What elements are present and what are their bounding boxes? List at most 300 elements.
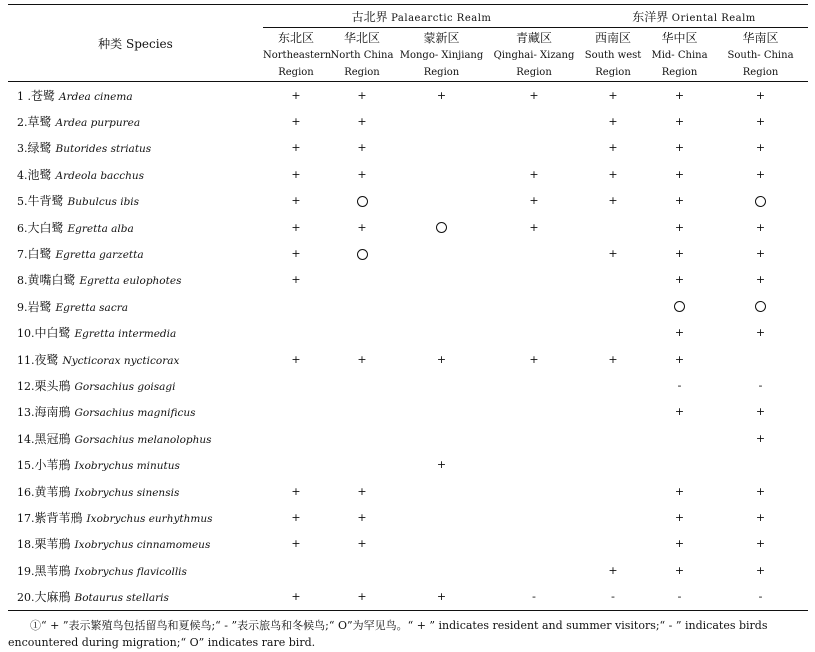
status-cell bbox=[329, 504, 395, 530]
resident-mark: + bbox=[608, 88, 618, 102]
status-cell bbox=[395, 478, 488, 504]
resident-mark: + bbox=[291, 484, 301, 498]
status-cell bbox=[646, 135, 713, 161]
status-cell bbox=[395, 82, 488, 109]
status-cell bbox=[713, 188, 808, 214]
species-cell bbox=[8, 478, 263, 504]
status-cell bbox=[263, 346, 329, 372]
species-name-latin: Egretta intermedia bbox=[74, 328, 177, 341]
row-number: 8. bbox=[17, 274, 28, 288]
status-cell bbox=[395, 267, 488, 293]
region-name-en: South west bbox=[584, 50, 642, 61]
species-name-latin: Egretta sacra bbox=[55, 301, 128, 314]
table-row bbox=[8, 108, 808, 134]
status-cell bbox=[713, 478, 808, 504]
species-cell bbox=[8, 108, 263, 134]
status-cell bbox=[713, 293, 808, 319]
species-cell bbox=[8, 583, 263, 610]
status-cell bbox=[713, 135, 808, 161]
status-cell bbox=[488, 346, 580, 372]
resident-mark: + bbox=[674, 537, 685, 551]
status-cell bbox=[713, 161, 808, 187]
row-number: 2. bbox=[17, 116, 28, 130]
region-name-en: South- China bbox=[727, 50, 794, 61]
row-number: 18. bbox=[17, 538, 35, 552]
status-cell bbox=[263, 451, 329, 477]
resident-mark: + bbox=[674, 273, 685, 287]
resident-mark: + bbox=[674, 352, 685, 366]
status-cell bbox=[713, 108, 808, 134]
resident-mark: + bbox=[436, 590, 447, 604]
status-cell bbox=[263, 240, 329, 266]
resident-mark: + bbox=[529, 88, 539, 102]
status-cell bbox=[395, 504, 488, 530]
resident-mark: + bbox=[674, 88, 685, 102]
status-cell bbox=[395, 108, 488, 134]
resident-mark: + bbox=[291, 537, 301, 551]
status-cell bbox=[488, 82, 580, 109]
resident-mark: + bbox=[674, 220, 685, 234]
status-cell bbox=[395, 214, 488, 240]
migrant-mark: - bbox=[758, 378, 763, 392]
status-cell bbox=[488, 451, 580, 477]
oriental-realm-header bbox=[580, 5, 808, 28]
species-cell bbox=[8, 293, 263, 319]
status-cell bbox=[580, 451, 646, 477]
species-name-cn: 紫背苇鳽 bbox=[34, 510, 83, 525]
resident-mark: + bbox=[357, 115, 367, 129]
status-cell bbox=[329, 135, 395, 161]
resident-mark: + bbox=[755, 115, 766, 129]
resident-mark: + bbox=[755, 167, 766, 181]
status-cell bbox=[263, 82, 329, 109]
resident-mark: + bbox=[291, 167, 301, 181]
status-cell bbox=[263, 214, 329, 240]
resident-mark: + bbox=[357, 352, 367, 366]
status-cell bbox=[263, 267, 329, 293]
status-cell bbox=[263, 135, 329, 161]
status-cell bbox=[263, 399, 329, 425]
species-name-cn: 白鹭 bbox=[27, 247, 52, 262]
status-cell bbox=[713, 583, 808, 610]
species-name-latin: Ardea cinema bbox=[59, 90, 133, 103]
status-cell bbox=[488, 320, 580, 346]
species-cell bbox=[8, 425, 263, 451]
status-cell bbox=[395, 161, 488, 187]
species-name-cn: 小苇鳽 bbox=[34, 458, 71, 473]
region-name-cn: 华中区 bbox=[661, 31, 698, 45]
table-row bbox=[8, 161, 808, 187]
resident-mark: + bbox=[291, 141, 301, 155]
species-cell bbox=[8, 188, 263, 214]
species-name-cn: 池鹭 bbox=[27, 167, 52, 182]
resident-mark: + bbox=[291, 247, 301, 261]
status-cell bbox=[580, 161, 646, 187]
resident-mark: + bbox=[436, 352, 447, 366]
resident-mark: + bbox=[755, 510, 766, 524]
oriental-cn: 东洋界 bbox=[632, 9, 669, 24]
row-number: 13. bbox=[17, 406, 35, 420]
status-cell bbox=[580, 320, 646, 346]
rare-bird-mark bbox=[755, 194, 766, 207]
status-cell bbox=[646, 504, 713, 530]
status-cell bbox=[395, 583, 488, 610]
status-cell bbox=[488, 108, 580, 134]
status-cell bbox=[329, 531, 395, 557]
status-cell bbox=[713, 399, 808, 425]
species-name-latin: Butorides striatus bbox=[55, 143, 152, 156]
region-header bbox=[580, 28, 646, 82]
status-cell bbox=[395, 372, 488, 398]
table-row bbox=[8, 135, 808, 161]
species-cell bbox=[8, 557, 263, 583]
species-cell bbox=[8, 504, 263, 530]
footnote bbox=[8, 617, 808, 651]
species-cell bbox=[8, 451, 263, 477]
resident-mark: + bbox=[608, 141, 618, 155]
status-cell bbox=[395, 320, 488, 346]
species-cell bbox=[8, 161, 263, 187]
resident-mark: + bbox=[755, 141, 766, 155]
species-cell bbox=[8, 240, 263, 266]
status-cell bbox=[395, 346, 488, 372]
status-cell bbox=[329, 293, 395, 319]
species-name-latin: Nycticorax nycticorax bbox=[62, 354, 180, 367]
circle-icon bbox=[755, 301, 766, 312]
resident-mark: + bbox=[291, 590, 301, 604]
species-cell bbox=[8, 135, 263, 161]
status-cell bbox=[646, 531, 713, 557]
species-name-cn: 草鹭 bbox=[27, 115, 52, 130]
status-cell bbox=[580, 346, 646, 372]
species-name-latin: Egretta alba bbox=[67, 222, 134, 235]
status-cell bbox=[329, 425, 395, 451]
table-row bbox=[8, 372, 808, 398]
resident-mark: + bbox=[291, 220, 301, 234]
status-cell bbox=[646, 188, 713, 214]
species-cell bbox=[8, 372, 263, 398]
status-cell bbox=[580, 267, 646, 293]
row-number: 16. bbox=[17, 485, 35, 499]
species-name-latin: Ixobrychus eurhythmus bbox=[86, 512, 213, 525]
row-number: 20. bbox=[17, 591, 35, 605]
row-number: 11. bbox=[17, 353, 35, 367]
resident-mark: + bbox=[291, 194, 301, 208]
status-cell bbox=[580, 504, 646, 530]
status-cell bbox=[329, 557, 395, 583]
status-cell bbox=[488, 372, 580, 398]
region-name-en: Qinghai- Xizang bbox=[493, 50, 575, 61]
region-name-en: Mongo- Xinjiang bbox=[399, 50, 484, 61]
status-cell bbox=[263, 583, 329, 610]
status-cell bbox=[395, 451, 488, 477]
species-name-cn: 大麻鳽 bbox=[34, 590, 71, 605]
status-cell bbox=[580, 240, 646, 266]
table-row bbox=[8, 399, 808, 425]
status-cell bbox=[713, 504, 808, 530]
status-cell bbox=[580, 478, 646, 504]
status-cell bbox=[580, 557, 646, 583]
species-name-cn: 黑冠鳽 bbox=[34, 431, 71, 446]
table-row bbox=[8, 557, 808, 583]
resident-mark: + bbox=[755, 326, 766, 340]
species-name-latin: Botaurus stellaris bbox=[74, 592, 169, 605]
species-name-latin: Ixobrychus cinnamomeus bbox=[74, 539, 211, 552]
status-cell bbox=[646, 293, 713, 319]
species-cell bbox=[8, 214, 263, 240]
status-cell bbox=[263, 161, 329, 187]
region-word: Region bbox=[423, 67, 460, 78]
status-cell bbox=[713, 425, 808, 451]
row-number: 14. bbox=[17, 432, 35, 446]
status-cell bbox=[713, 267, 808, 293]
row-number: 9. bbox=[17, 300, 28, 314]
status-cell bbox=[646, 214, 713, 240]
status-cell bbox=[580, 108, 646, 134]
status-cell bbox=[263, 293, 329, 319]
status-cell bbox=[395, 425, 488, 451]
status-cell bbox=[488, 478, 580, 504]
migrant-mark: - bbox=[532, 590, 536, 604]
status-cell bbox=[646, 425, 713, 451]
rare-bird-mark bbox=[755, 300, 766, 313]
resident-mark: + bbox=[674, 326, 685, 340]
status-cell bbox=[488, 557, 580, 583]
circle-icon bbox=[674, 301, 685, 312]
resident-mark: + bbox=[755, 563, 766, 577]
status-cell bbox=[646, 451, 713, 477]
resident-mark: + bbox=[674, 510, 685, 524]
region-header bbox=[713, 28, 808, 82]
status-cell bbox=[329, 478, 395, 504]
resident-mark: + bbox=[608, 352, 618, 366]
region-word: Region bbox=[516, 67, 552, 78]
status-cell bbox=[646, 399, 713, 425]
status-cell bbox=[488, 240, 580, 266]
region-header bbox=[395, 28, 488, 82]
resident-mark: + bbox=[291, 88, 301, 102]
status-cell bbox=[646, 240, 713, 266]
species-name-cn: 黄嘴白鹭 bbox=[27, 273, 76, 288]
resident-mark: + bbox=[529, 220, 539, 234]
species-cell bbox=[8, 82, 263, 109]
region-word: Region bbox=[661, 67, 698, 78]
status-cell bbox=[488, 135, 580, 161]
resident-mark: + bbox=[674, 194, 685, 208]
status-cell bbox=[488, 399, 580, 425]
species-name-cn: 黑苇鳽 bbox=[34, 563, 71, 578]
resident-mark: + bbox=[608, 563, 618, 577]
status-cell bbox=[263, 425, 329, 451]
species-name-latin: Gorsachius magnificus bbox=[74, 407, 196, 420]
status-cell bbox=[329, 451, 395, 477]
species-name-cn: 栗苇鳽 bbox=[34, 537, 71, 552]
status-cell bbox=[580, 583, 646, 610]
resident-mark: + bbox=[291, 273, 301, 287]
status-cell bbox=[395, 135, 488, 161]
status-cell bbox=[329, 188, 395, 214]
species-name-cn: 栗头鳽 bbox=[34, 378, 71, 393]
status-cell bbox=[263, 478, 329, 504]
resident-mark: + bbox=[608, 194, 618, 208]
region-word: Region bbox=[742, 67, 779, 78]
region-name-cn: 华南区 bbox=[742, 31, 779, 45]
status-cell bbox=[263, 320, 329, 346]
distribution-table bbox=[8, 4, 808, 611]
status-cell bbox=[263, 188, 329, 214]
resident-mark: + bbox=[357, 510, 367, 524]
resident-mark: + bbox=[529, 194, 539, 208]
table-row bbox=[8, 504, 808, 530]
status-cell bbox=[488, 161, 580, 187]
species-name-latin: Egretta eulophotes bbox=[79, 275, 182, 288]
row-number: 10. bbox=[17, 327, 35, 341]
status-cell bbox=[488, 293, 580, 319]
table-row bbox=[8, 267, 808, 293]
species-name-latin: Gorsachius melanolophus bbox=[74, 433, 212, 446]
palearctic-realm-header bbox=[263, 5, 580, 28]
resident-mark: + bbox=[608, 247, 618, 261]
status-cell bbox=[329, 267, 395, 293]
migrant-mark: - bbox=[677, 378, 682, 392]
region-header bbox=[488, 28, 580, 82]
status-cell bbox=[395, 557, 488, 583]
table-row bbox=[8, 82, 808, 109]
species-name-cn: 夜鹭 bbox=[34, 352, 59, 367]
species-name-cn: 岩鹭 bbox=[27, 299, 52, 314]
migrant-mark: - bbox=[677, 590, 682, 604]
species-name-cn: 大白鹭 bbox=[27, 220, 64, 235]
rare-bird-mark bbox=[357, 247, 368, 260]
table-row bbox=[8, 583, 808, 610]
resident-mark: + bbox=[674, 563, 685, 577]
resident-mark: + bbox=[755, 405, 766, 419]
footnote-line-2: encountered during migration;“ O” indicates rare bird. bbox=[8, 636, 316, 649]
species-column-header: 种类 Species bbox=[8, 5, 263, 82]
status-cell bbox=[646, 372, 713, 398]
resident-mark: + bbox=[357, 220, 367, 234]
status-cell bbox=[488, 425, 580, 451]
resident-mark: + bbox=[357, 141, 367, 155]
circle-icon bbox=[357, 196, 368, 207]
resident-mark: + bbox=[755, 273, 766, 287]
status-cell bbox=[395, 399, 488, 425]
row-number: 1 . bbox=[17, 89, 31, 103]
species-cell bbox=[8, 267, 263, 293]
resident-mark: + bbox=[755, 247, 766, 261]
resident-mark: + bbox=[291, 510, 301, 524]
row-number: 12. bbox=[17, 379, 35, 393]
circle-icon bbox=[357, 249, 368, 260]
resident-mark: + bbox=[529, 352, 539, 366]
status-cell bbox=[329, 240, 395, 266]
species-name-latin: Egretta garzetta bbox=[55, 249, 144, 262]
row-number: 15. bbox=[17, 459, 35, 473]
resident-mark: + bbox=[357, 484, 367, 498]
status-cell bbox=[488, 531, 580, 557]
region-name-cn: 东北区 bbox=[277, 31, 314, 45]
status-cell bbox=[329, 399, 395, 425]
resident-mark: + bbox=[608, 167, 618, 181]
resident-mark: + bbox=[755, 484, 766, 498]
status-cell bbox=[263, 531, 329, 557]
row-number: 4. bbox=[17, 168, 28, 182]
row-number: 5. bbox=[17, 195, 28, 209]
status-cell bbox=[713, 557, 808, 583]
migrant-mark: - bbox=[758, 590, 763, 604]
region-header bbox=[263, 28, 332, 82]
species-name-latin: Bubulcus ibis bbox=[67, 196, 140, 209]
species-name-latin: Ixobrychus flavicollis bbox=[74, 565, 187, 578]
resident-mark: + bbox=[357, 537, 367, 551]
resident-mark: + bbox=[674, 167, 685, 181]
region-name-en: Mid- China bbox=[651, 50, 708, 61]
status-cell bbox=[263, 372, 329, 398]
status-cell bbox=[488, 583, 580, 610]
species-name-cn: 中白鹭 bbox=[34, 326, 71, 341]
species-name-cn: 黄苇鳽 bbox=[34, 484, 71, 499]
status-cell bbox=[713, 346, 808, 372]
status-cell bbox=[646, 320, 713, 346]
region-name-en: Northeastern bbox=[263, 50, 332, 61]
species-name-latin: Gorsachius goisagi bbox=[74, 380, 176, 393]
status-cell bbox=[713, 240, 808, 266]
species-cell bbox=[8, 320, 263, 346]
region-word: Region bbox=[595, 67, 631, 78]
status-cell bbox=[580, 372, 646, 398]
status-cell bbox=[646, 267, 713, 293]
status-cell bbox=[329, 346, 395, 372]
region-word: Region bbox=[278, 67, 314, 78]
region-word: Region bbox=[344, 67, 380, 78]
circle-icon bbox=[755, 196, 766, 207]
row-number: 6. bbox=[17, 221, 28, 235]
rare-bird-mark bbox=[674, 300, 685, 313]
status-cell bbox=[580, 214, 646, 240]
status-cell bbox=[646, 583, 713, 610]
species-cell bbox=[8, 531, 263, 557]
status-cell bbox=[646, 346, 713, 372]
status-cell bbox=[395, 531, 488, 557]
footnote-line-1: ①“ + ”表示繁殖鸟包括留鸟和夏候鸟;“ - ”表示旅鸟和冬候鸟;“ O”为罕见鸟。“ + ” indicates resident and summer visitors;“ - ” indicates birds bbox=[30, 619, 768, 632]
table-row bbox=[8, 346, 808, 372]
migrant-mark: - bbox=[611, 590, 615, 604]
row-number: 3. bbox=[17, 142, 28, 156]
status-cell bbox=[713, 82, 808, 109]
table-row bbox=[8, 293, 808, 319]
status-cell bbox=[646, 557, 713, 583]
resident-mark: + bbox=[755, 537, 766, 551]
status-cell bbox=[646, 478, 713, 504]
resident-mark: + bbox=[674, 484, 685, 498]
status-cell bbox=[580, 425, 646, 451]
status-cell bbox=[263, 504, 329, 530]
status-cell bbox=[713, 372, 808, 398]
resident-mark: + bbox=[755, 220, 766, 234]
status-cell bbox=[263, 108, 329, 134]
resident-mark: + bbox=[291, 115, 301, 129]
status-cell bbox=[646, 108, 713, 134]
status-cell bbox=[580, 135, 646, 161]
species-name-cn: 绿鹭 bbox=[27, 141, 52, 156]
row-number: 17. bbox=[17, 511, 35, 525]
oriental-en: Oriental Realm bbox=[671, 12, 756, 24]
status-cell bbox=[329, 82, 395, 109]
status-cell bbox=[580, 399, 646, 425]
table-row bbox=[8, 240, 808, 266]
resident-mark: + bbox=[755, 431, 766, 445]
status-cell bbox=[488, 214, 580, 240]
